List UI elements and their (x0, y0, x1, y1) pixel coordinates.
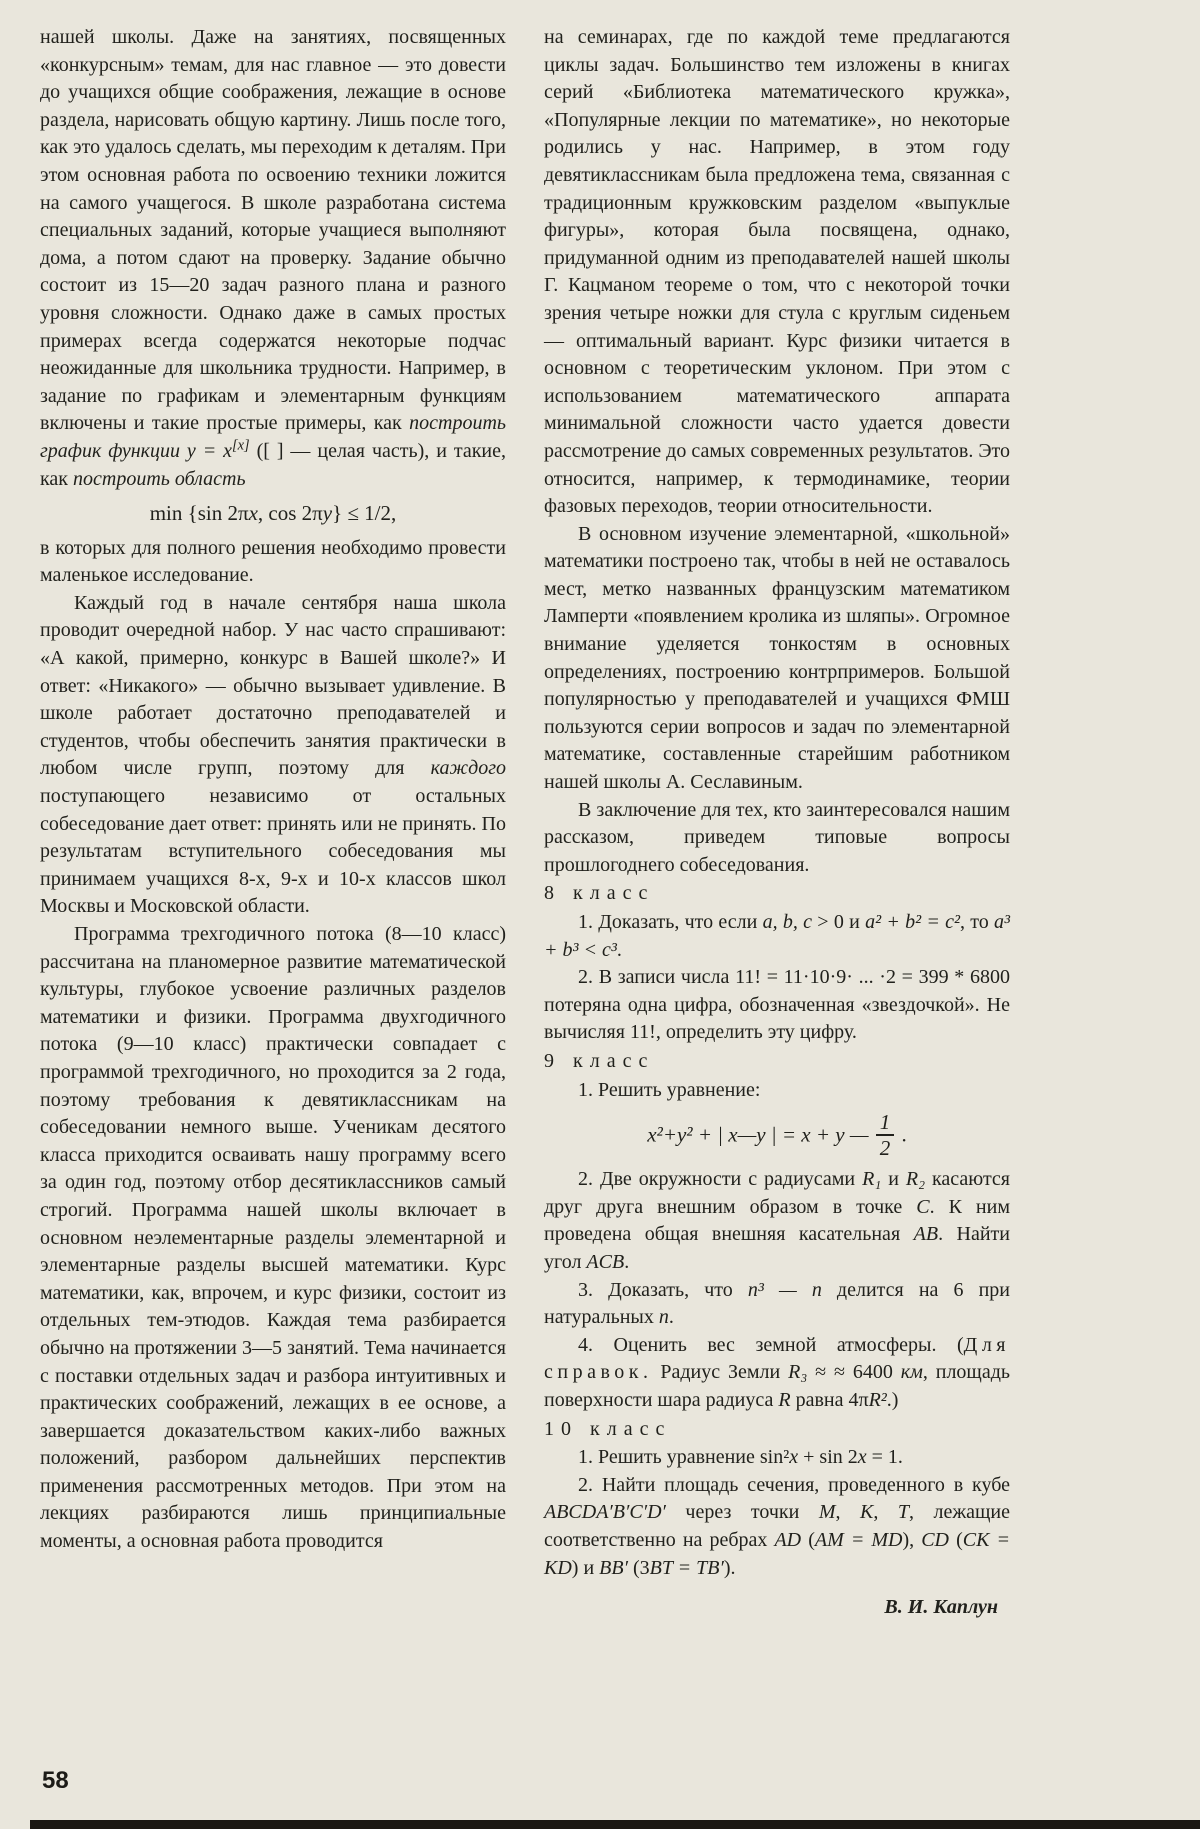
text-run: км (900, 1361, 923, 1384)
paragraph (544, 797, 1010, 880)
paragraph (40, 590, 506, 921)
text-run: ([ ] — целая часть), и такие, как (40, 439, 507, 490)
text-run: . К ним проведена общая внешняя касательная (544, 1195, 1010, 1246)
text-run: , (873, 1501, 898, 1524)
right-column (544, 24, 1010, 1622)
heading (544, 1048, 1010, 1076)
text-run: .) (886, 1389, 899, 1411)
text-run: ACB (586, 1251, 625, 1274)
paragraph (544, 964, 1010, 1047)
text-run: n³ — n (747, 1278, 822, 1301)
text-run: , лежащие соответственно на ребрах (544, 1501, 1010, 1551)
text-run: R² (868, 1389, 887, 1411)
text-run: , (835, 1501, 860, 1524)
text-run: ( (949, 1528, 963, 1551)
text-run: y (322, 501, 333, 526)
text-run: нашей школы. Даже на занятиях, посвященных «конкурсным» темам, для нас главное — это довести до учащихся общие соображения, лежащие в основе раздела, нарисовать общую картину. Лишь после того, как это удалось сделать, мы переходим к деталям. При этом основная работа по освоению техники ложится на самого учащегося. В школе разработана система специальных заданий, которые учащиеся выполняют дома, а потом сдают на проверку. Задание обычно состоит из 15—20 задач разного плана и разного уровня сложности. Однако даже в самых простых примерах всегда содержатся некоторые подчас неожиданные для школьника трудности. Например, в задание по графикам и элементарным функциям включены и такие простые примеры, как (40, 26, 506, 435)
text-run: R (778, 1389, 791, 1411)
text-run: Каждый год в начале сентября наша школа проводит очередной набор. У нас часто спрашивают: «А какой, примерно, конкурс в Вашей школе?» И ответ: «Никакого» — обычно вызывает удивление. В школе работает достаточно преподавателей и студентов, чтобы обеспечить занятия практически в любом числе групп, поэтому для (40, 591, 506, 780)
text-columns (40, 24, 1010, 1622)
paragraph (544, 909, 1010, 964)
text-run (180, 440, 187, 462)
paragraph (544, 1077, 1010, 1105)
text-run: M (818, 1501, 836, 1524)
text-run: a, b, c (762, 911, 813, 933)
text-run: R₁ (862, 1168, 882, 1191)
text-run: min {sin 2π (149, 501, 249, 526)
text-run: 2. Две окружности с радиусами (578, 1168, 863, 1191)
text-run: 1. Решить уравнение sin² (578, 1446, 790, 1469)
text-run: AD (774, 1528, 802, 1551)
text-run: R₃ (788, 1361, 808, 1384)
text-run: . (624, 1251, 630, 1274)
text-run: ), (902, 1528, 922, 1551)
text-run: В заключение для тех, кто заинтересовался нашим рассказом, приведем типовые вопросы прошлогоднего собеседования. (544, 798, 1010, 876)
text-run: } ≤ 1/2, (332, 501, 397, 526)
text-run: x (857, 1446, 867, 1469)
text-run: ≈ ≈ 6400 (807, 1361, 901, 1384)
text-run: AM = MD (814, 1528, 903, 1551)
text-run: . Найти угол (544, 1223, 1011, 1274)
text-run: через точки (665, 1501, 819, 1524)
text-run: построить область (73, 467, 246, 490)
text-run: x (248, 501, 258, 526)
text-run: каждого (430, 757, 506, 780)
text-run: и (881, 1168, 906, 1191)
text-run: CD (921, 1528, 950, 1551)
bottom-rule (30, 1820, 1200, 1829)
text-run: C (916, 1195, 930, 1218)
left-column (40, 24, 506, 1622)
paragraph (40, 535, 506, 590)
text-run: , площадь поверхности шара радиуса (544, 1361, 1010, 1411)
text-run: 8 класс (544, 882, 655, 905)
paragraph (544, 1166, 1010, 1276)
text-run: + sin 2 (798, 1446, 858, 1469)
text-run: x (789, 1446, 799, 1469)
text-run: ABCDA′B′C′D′ (544, 1501, 666, 1524)
text-run: , cos 2π (257, 501, 323, 526)
text-run: K (860, 1501, 874, 1524)
text-run: 9 класс (544, 1049, 655, 1072)
text-run: 3. Доказать, что (578, 1278, 748, 1301)
text-run: Радиус Земли (652, 1361, 789, 1384)
paragraph (544, 1472, 1010, 1582)
paragraph (544, 1277, 1010, 1332)
text-run: n (658, 1306, 669, 1329)
text-run: 2. Найти площадь сечения, проведенного в кубе (578, 1473, 1010, 1496)
formula (40, 500, 506, 528)
text-run: построить график функции (40, 412, 506, 462)
text-run: BB′ (599, 1556, 628, 1579)
text-run: AB (913, 1223, 939, 1246)
text-run: ). (723, 1556, 736, 1579)
text-run: 1. Доказать, что если (578, 911, 763, 933)
text-run: равна 4π (790, 1389, 869, 1411)
paragraph (544, 24, 1010, 521)
text-run: . (668, 1306, 674, 1329)
text-run: на семинарах, где по каждой теме предлагаются циклы задач. Большинство тем изложены в книгах серий «Библиотека математического кружка», «Популярные лекции по математике», но некоторые родились у нас. Например, в этом году девятиклассникам была предложена тема, связанная с традиционным кружковским разделом «выпуклые фигуры», которая была посвящена, однако, придуманной одним из преподавателей нашей школы Г. Кацманом теореме о том, что с некоторой точки зрения четыре ножки для стула с круглым сиденьем — оптимальный вариант. Курс физики читается в основном с теоретическим уклоном. При этом с использованием математического аппарата минимальной сложности часто удается довести рассмотрение до самых современных результатов. Это относится, например, к термодинамике, теории фазовых переходов, теории относительности. (544, 26, 1011, 518)
formula (544, 1111, 1010, 1159)
fraction: $\frac{1}{2}$ (876, 1111, 895, 1159)
text-run: x²+y² + | x—y | = x + y — (647, 1122, 874, 1147)
text-run: a² + b² = c² (865, 911, 960, 933)
text-run: > 0 и (812, 911, 866, 933)
paragraph (544, 1332, 1010, 1415)
text-run: делится на 6 при натуральных (544, 1278, 1010, 1329)
text-run: Для справок. (544, 1333, 1010, 1384)
text-run: 4. Оценить вес земной атмосферы. ( (578, 1333, 964, 1356)
text-run: ) и (571, 1556, 600, 1579)
text-run: y = x (186, 439, 233, 462)
text-run: Программа трехгодичного потока (8—10 класс) рассчитана на планомерное развитие математической культуры, глубокое усвоение различных разделов математики и физики. Программа двухгодичного потока (9—10 класс) практически совпадает с программой трехгодичного, но проходится за 2 года, поэтому требования к девятиклассникам на собеседовании немного выше. Ученикам десятого класса приходится осваивать нашу программу всего за один год, поэтому отбор десятиклассников самый строгий. Программа нашей школы включает в основном неэлементарные разделы элементарной и элементарные разделы высшей математики. Курс математики, как, впрочем, и курс физики, состоит из отдельных тем-этюдов. Каждая тема разбирается обычно на протяжении 3—5 занятий. Тема начинается с поставки отдельных задач и разбора интуитивных и практических соображений, лежащих в ее основе, а завершается доказательством каких-либо важных положений, разбором дальнейших перспектив применения рассмотренных методов. При этом на лекциях разбираются лишь принципиальные моменты, а основная работа проводится (40, 923, 506, 1553)
text-run: R₂ (905, 1168, 926, 1191)
text-run: ( (801, 1528, 815, 1551)
text-run: BT = TB′ (649, 1556, 724, 1579)
paragraph (40, 24, 506, 493)
paragraph (40, 921, 506, 1556)
page-number: 58 (42, 1767, 69, 1794)
text-run: T (897, 1501, 909, 1524)
heading (544, 1416, 1010, 1444)
text-run: поступающего независимо от остальных собеседование дает ответ: принять или не принять. По результатам вступительного собеседования мы принимаем учащихся 8-х, 9-х и 10-х классов школ Москвы и Московской области. (40, 785, 506, 918)
text-run: [x] (232, 437, 250, 454)
text-run: касаются друг друга внешним образом в точке (544, 1168, 1011, 1218)
text-run: CK = KD (544, 1528, 1010, 1579)
text-run: В основном изучение элементарной, «школьной» математики построено так, чтобы в ней не оставалось мест, метко названных французским математиком Ламперти «появлением кролика из шляпы». Огромное внимание уделяется тонкостям в основных определениях, построению контрпримеров. Большой популярностью у преподавателей и учащихся ФМШ пользуются серии вопросов и задач по элементарной математике, составленные старейшим работником нашей школы А. Сеславиным. (544, 522, 1010, 794)
text-run: в которых для полного решения необходимо провести маленькое исследование. (40, 536, 506, 587)
text-run: 1. Решить уравнение: (578, 1078, 761, 1101)
paragraph (544, 521, 1010, 797)
text-run: a³ + b³ < c³ (544, 911, 1010, 961)
heading (544, 880, 1010, 908)
text-run: 10 класс (544, 1417, 672, 1440)
text-run: В. И. Каплун (884, 1596, 998, 1619)
signature (544, 1594, 1010, 1622)
text-run: 2. В записи числа 11! = 11·10·9· ... ·2 = 399 * 6800 потеряна одна цифра, обозначенная «звездочкой». Не вычисляя 11!, определить эту цифру. (544, 966, 1010, 1044)
text-run: . (616, 938, 622, 961)
text-run: . (896, 1122, 907, 1147)
text-run: (3 (627, 1556, 650, 1579)
paragraph (544, 1444, 1010, 1472)
text-run: = 1. (866, 1446, 903, 1469)
text-run: , то (959, 911, 994, 933)
